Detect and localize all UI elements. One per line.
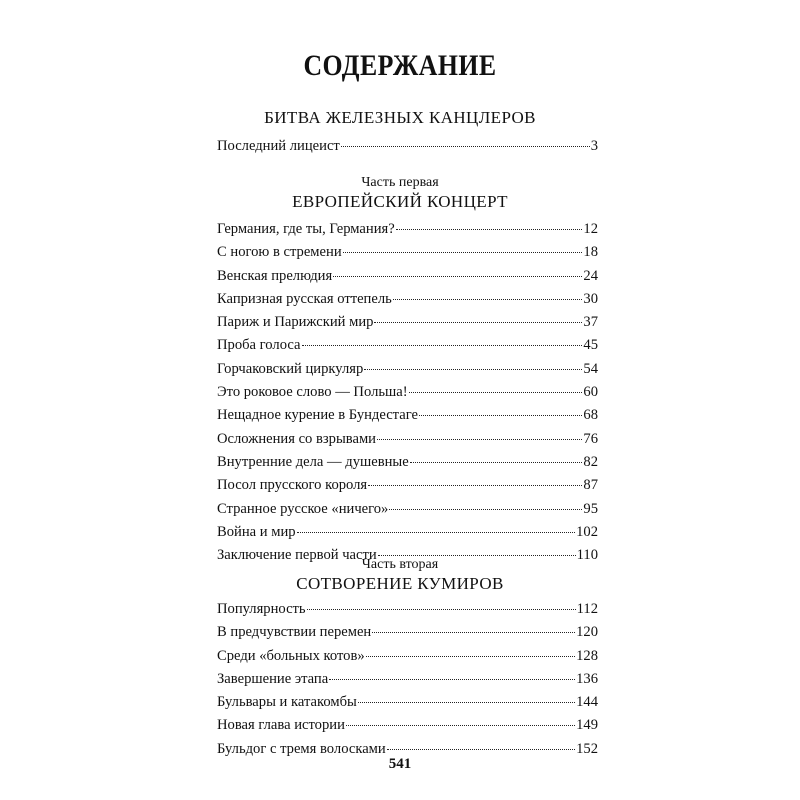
toc-entry-title: Горчаковский циркуляр: [217, 360, 364, 377]
dot-leader: [393, 299, 583, 300]
book-heading: БИТВА ЖЕЛЕЗНЫХ КАНЦЛЕРОВ: [264, 108, 536, 127]
toc-entry-page: 24: [583, 267, 598, 284]
toc-entry-title: Капризная русская оттепель: [217, 290, 392, 307]
intro-list: [217, 135, 598, 158]
toc-entry-title: Нещадное курение в Бундестаге: [217, 407, 418, 424]
toc-entry: [217, 265, 598, 288]
toc-entry: [217, 311, 598, 334]
toc-entry-page: 82: [583, 453, 598, 470]
toc-entry-title: Посол прусского короля: [217, 477, 368, 494]
toc-entry-page: 149: [576, 717, 598, 734]
toc-entry-title: Новая глава истории: [217, 717, 345, 734]
dot-leader: [374, 322, 582, 323]
toc-entry-page: 45: [583, 337, 598, 354]
toc-entry-page: 136: [576, 670, 598, 687]
toc-entry-title: Заключение первой части: [217, 547, 377, 564]
toc-entry: [217, 358, 598, 381]
dot-leader: [333, 276, 582, 277]
toc-entry-title: Это роковое слово — Польша!: [217, 384, 408, 401]
toc-entry-title: Последний лицеист: [217, 138, 340, 154]
dot-leader: [346, 725, 575, 726]
toc-entry: [217, 474, 598, 497]
page-number: 541: [388, 756, 412, 772]
toc-entry-title: Бульдог с тремя волосками: [217, 740, 386, 757]
toc-entry-title: В предчувствии перемен: [217, 624, 372, 641]
dot-leader: [366, 656, 575, 657]
toc-entry: [217, 521, 598, 544]
toc-entry-title: С ногою в стремени: [217, 244, 342, 261]
toc-entry-page: 30: [583, 290, 598, 307]
dot-leader: [364, 369, 582, 370]
toc-entry: [217, 691, 598, 714]
dot-leader: [377, 439, 582, 440]
toc-entry: [217, 381, 598, 404]
toc-entry: [217, 598, 598, 621]
toc-entry-title: Популярность: [217, 601, 306, 617]
toc-entry-title: Завершение этапа: [217, 670, 329, 687]
part1-list: [217, 218, 598, 567]
toc-entry: [217, 218, 598, 241]
part1-label: Часть первая: [361, 175, 439, 190]
toc-entry: [217, 241, 598, 264]
dot-leader: [387, 749, 575, 750]
toc-entry-title: Венская прелюдия: [217, 267, 333, 284]
toc-entry-page: 112: [576, 601, 598, 617]
dot-leader: [297, 532, 576, 533]
toc-entry-page: 95: [583, 500, 598, 517]
dot-leader: [329, 679, 575, 680]
page-title: СОДЕРЖАНИЕ: [303, 49, 497, 82]
dot-leader: [368, 485, 582, 486]
dot-leader: [358, 702, 575, 703]
dot-leader: [419, 415, 582, 416]
toc-entry-title: Странное русское «ничего»: [217, 500, 389, 517]
dot-leader: [410, 462, 583, 463]
toc-entry: [217, 288, 598, 311]
toc-entry: [217, 714, 598, 737]
toc-entry: [217, 668, 598, 691]
toc-entry: [217, 428, 598, 451]
part2-label: Часть вторая: [361, 557, 439, 572]
dot-leader: [343, 252, 583, 253]
toc-entry: [217, 498, 598, 521]
toc-entry-page: 54: [583, 360, 598, 377]
toc-entry-title: Внутренние дела — душевные: [217, 453, 409, 470]
toc-entry-page: 76: [583, 430, 598, 447]
toc-entry-title: Среди «больных котов»: [217, 647, 365, 664]
toc-entry-page: 60: [583, 384, 598, 401]
dot-leader: [302, 345, 583, 346]
part2-heading: СОТВОРЕНИЕ КУМИРОВ: [296, 574, 504, 593]
toc-entry-page: 152: [576, 740, 598, 757]
toc-entry-title: Германия, где ты, Германия?: [217, 221, 395, 237]
dot-leader: [389, 509, 582, 510]
toc-entry-page: 3: [590, 138, 598, 154]
toc-entry-page: 68: [583, 407, 598, 424]
toc-entry: [217, 404, 598, 427]
toc-entry-page: 110: [576, 547, 598, 564]
toc-entry-page: 128: [576, 647, 598, 664]
toc-entry-page: 37: [583, 314, 598, 331]
dot-leader: [372, 632, 575, 633]
part1-heading: ЕВРОПЕЙСКИЙ КОНЦЕРТ: [292, 192, 508, 211]
dot-leader: [341, 146, 590, 147]
toc-entry-title: Париж и Парижский мир: [217, 314, 374, 331]
dot-leader: [307, 609, 576, 610]
toc-entry: [217, 621, 598, 644]
part2-list: [217, 598, 598, 761]
toc-entry-title: Осложнения со взрывами: [217, 430, 376, 447]
toc-entry-page: 18: [583, 244, 598, 261]
dot-leader: [409, 392, 583, 393]
toc-entry-page: 144: [576, 694, 598, 711]
toc-entry-page: 120: [576, 624, 598, 641]
toc-entry: [217, 135, 598, 158]
toc-entry-title: Бульвары и катакомбы: [217, 694, 357, 711]
toc-entry-page: 87: [583, 477, 598, 494]
toc-entry: [217, 451, 598, 474]
toc-entry-title: Война и мир: [217, 523, 296, 540]
toc-entry: [217, 645, 598, 668]
dot-leader: [396, 229, 583, 230]
toc-entry-page: 12: [583, 221, 598, 237]
toc-entry-title: Проба голоса: [217, 337, 301, 354]
toc-entry: [217, 334, 598, 357]
toc-entry-page: 102: [576, 523, 598, 540]
